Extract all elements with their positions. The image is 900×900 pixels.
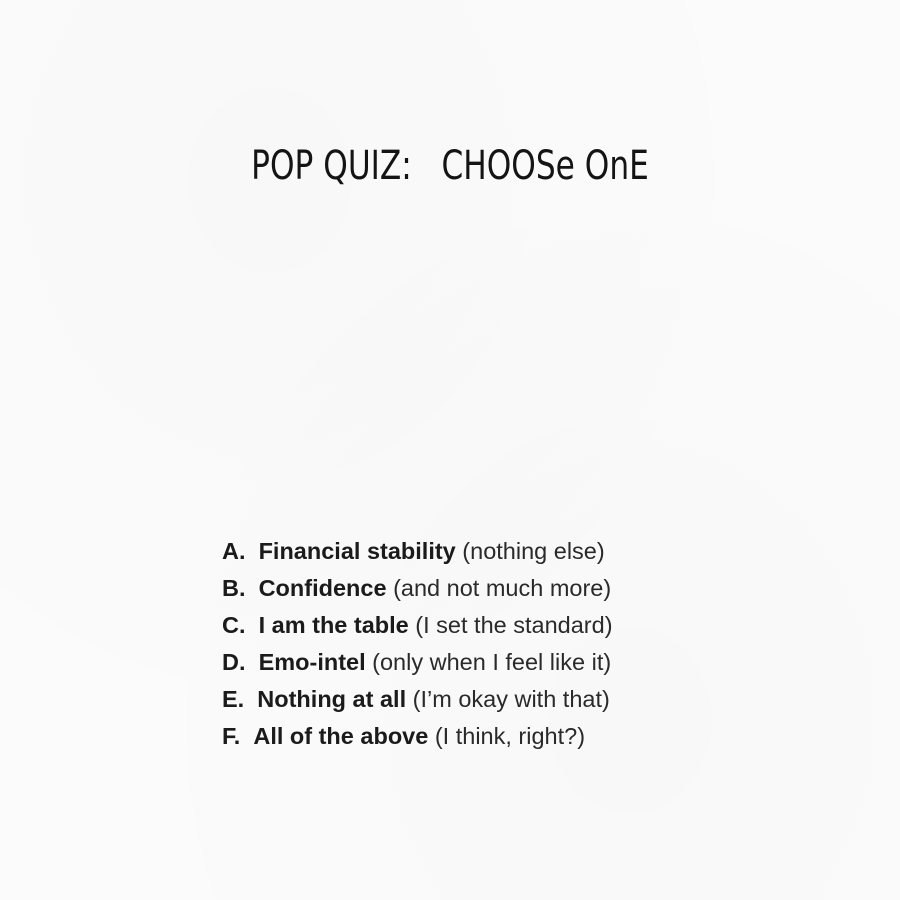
option-letter: F. <box>222 723 241 749</box>
option-main-text: Nothing at all <box>257 686 407 712</box>
option-main-text: Financial stability <box>258 538 456 564</box>
option-note: (only when I feel like it) <box>372 649 612 675</box>
option-note: (nothing else) <box>462 538 605 564</box>
option-note: (I think, right?) <box>434 723 586 749</box>
option-letter: B. <box>222 575 246 601</box>
option-letter: C. <box>222 612 246 638</box>
option-note: (and not much more) <box>393 575 612 601</box>
option-main-text: Emo-intel <box>258 649 366 675</box>
option-a[interactable] <box>222 533 842 570</box>
option-letter: D. <box>222 649 246 675</box>
option-f[interactable] <box>222 718 842 755</box>
option-e[interactable] <box>222 681 842 718</box>
option-note: (I set the standard) <box>415 612 613 638</box>
answer-options-list <box>222 533 842 755</box>
option-main-text: I am the table <box>258 612 409 638</box>
option-letter: A. <box>222 538 246 564</box>
quiz-title: POP QUIZ: CHOOSe OnE <box>251 143 649 189</box>
option-d[interactable] <box>222 644 842 681</box>
option-note: (I’m okay with that) <box>412 686 610 712</box>
option-b[interactable] <box>222 570 842 607</box>
option-main-text: Confidence <box>258 575 387 601</box>
option-c[interactable] <box>222 607 842 644</box>
option-letter: E. <box>222 686 245 712</box>
option-main-text: All of the above <box>253 723 429 749</box>
